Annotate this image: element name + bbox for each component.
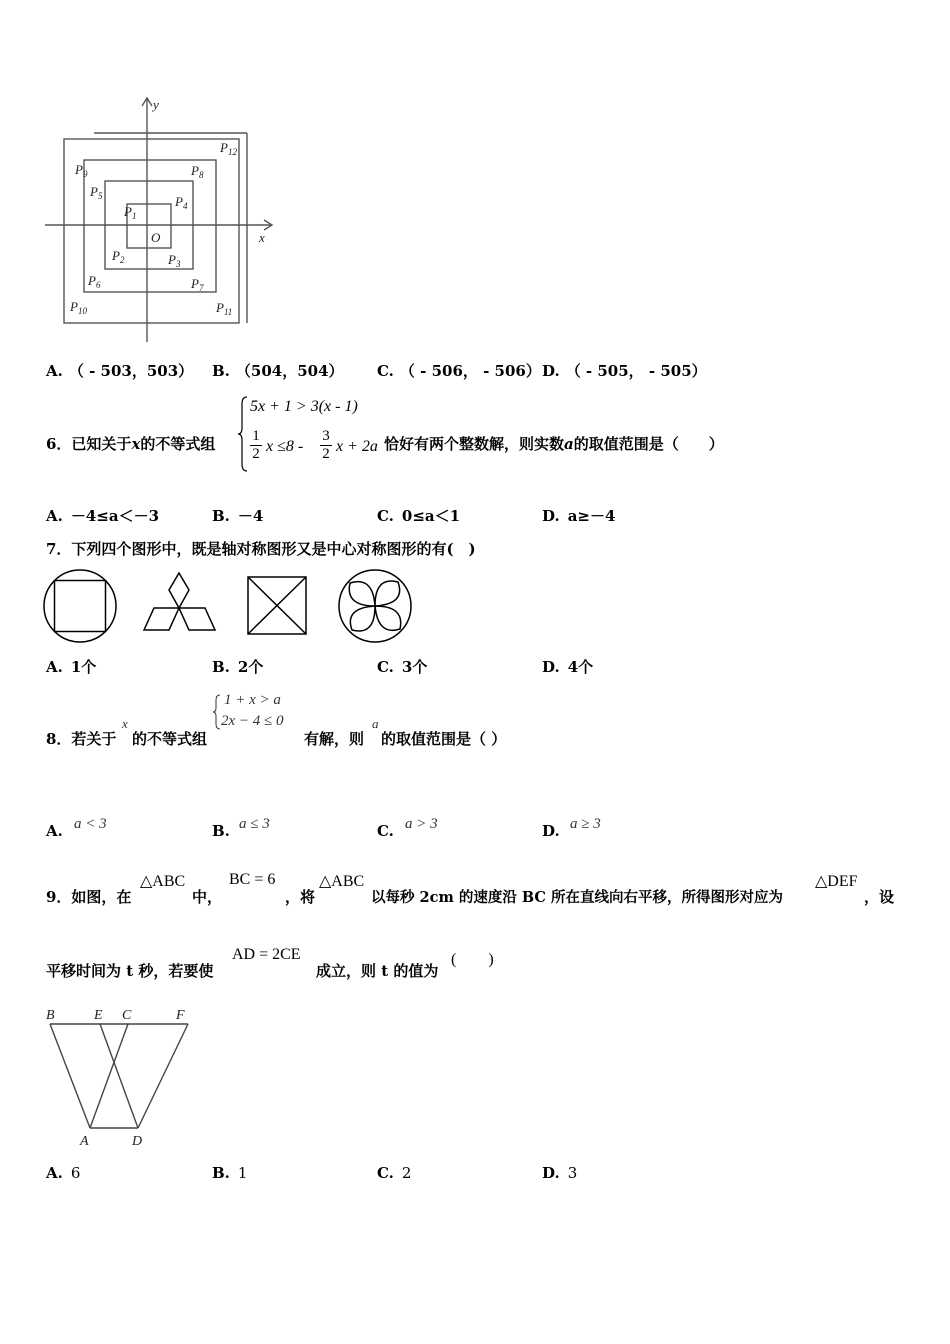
q8-option-c[interactable] (377, 822, 394, 840)
q9-triangle-def: △DEF (815, 873, 858, 890)
q6-mid-text: 的不等式组 (140, 435, 216, 453)
label-f: F (176, 1008, 185, 1023)
q9-line2-a: 平移时间为 t 秒，若要使 (46, 962, 214, 980)
q8-option-a-text: a < 3 (74, 816, 107, 832)
q7-question: 7．下列四个图形中，既是轴对称图形又是中心对称图形的有( ) (46, 540, 476, 558)
label-p12: $P_{12}$ (220, 140, 237, 157)
label-p11: $P_{11}$ (216, 300, 233, 317)
q7-option-c[interactable] (377, 656, 427, 677)
label-p7: $P_7$ (191, 276, 204, 293)
q6-option-a[interactable] (46, 505, 159, 526)
label-p6: $P_6$ (88, 273, 101, 290)
q6-prefix (46, 433, 215, 454)
q6-prefix-text: 6．已知关于 (46, 435, 132, 453)
q7-option-a[interactable] (46, 656, 96, 677)
circle-square-figure (44, 570, 116, 642)
q7-figures (40, 568, 420, 648)
option-letter: A. (46, 362, 63, 380)
q5-option-a[interactable] (46, 360, 193, 381)
q5-option-d[interactable] (542, 360, 707, 381)
option-letter: C. (377, 507, 394, 525)
q6-var-a: a (564, 435, 574, 453)
option-text: 0≤a＜1 (401, 507, 461, 525)
q8-prefix: 8．若关于 (46, 730, 117, 748)
q9-option-d[interactable] (542, 1164, 577, 1182)
four-petal-figure (339, 570, 411, 642)
q5-option-c[interactable] (377, 360, 541, 381)
option-letter: C. (377, 822, 394, 840)
q8-option-a[interactable] (46, 822, 63, 840)
label-p3: $P_3$ (168, 252, 181, 269)
q8-option-d-text: a ≥ 3 (570, 816, 601, 832)
q6-fraction-half: 1 2 (250, 428, 262, 463)
origin-label: O (151, 230, 161, 245)
option-text: 1 (237, 1164, 248, 1182)
q9-ad-equation: AD = 2CE (232, 946, 301, 963)
q6-fraction-three-halves: 3 2 (320, 428, 332, 463)
option-text: （ - 503，503） (68, 362, 194, 380)
axis-x-label: x (259, 230, 265, 245)
q6-inequality-1: 5x + 1 > 3(x - 1) (250, 398, 358, 415)
option-letter: C. (377, 658, 394, 676)
option-text: 3个 (401, 658, 428, 676)
q9-text-5: ，设 (864, 888, 895, 906)
label-p4: $P_4$ (175, 194, 188, 211)
q7-option-b[interactable] (212, 656, 263, 677)
label-c: C (122, 1008, 132, 1023)
square-3 (84, 160, 216, 292)
translation-figure (40, 1002, 200, 1154)
q9-text-2: 中， (192, 888, 223, 906)
label-b: B (46, 1008, 55, 1023)
axis-y-label: y (153, 97, 159, 112)
spiral-points-figure (40, 92, 280, 350)
option-letter: B. (212, 658, 230, 676)
q8-option-c-text: a > 3 (405, 816, 438, 832)
option-text: 3 (567, 1164, 578, 1182)
option-text: （ - 505， - 505） (565, 362, 707, 380)
q9-line2-b: 成立，则 t 的值为 (316, 962, 439, 980)
option-text: 2 (401, 1164, 412, 1182)
q8-suffix-2: 的取值范围是（ ） (381, 730, 507, 748)
q6-suffix-text-2: 的取值范围是（ ） (573, 435, 724, 453)
q8-option-d[interactable] (542, 822, 560, 840)
option-letter: B. (212, 362, 230, 380)
option-letter: A. (46, 507, 63, 525)
label-p1: $P_1$ (124, 204, 137, 221)
option-letter: B. (212, 822, 230, 840)
option-letter: A. (46, 822, 63, 840)
q9-text-1: 9．如图，在 (46, 888, 132, 906)
q9-option-c[interactable] (377, 1164, 411, 1182)
q8-inequality-2: 2x − 4 ≤ 0 (221, 713, 284, 729)
option-text: （ - 506， - 506） (399, 362, 541, 380)
q9-triangle-abc: △ABC (140, 873, 186, 890)
label-e: E (94, 1008, 103, 1023)
option-text: 6 (70, 1164, 81, 1182)
q6-option-d[interactable] (542, 505, 615, 526)
q8-brace (213, 694, 221, 730)
option-letter: A. (46, 1164, 63, 1182)
q6-var-x: x (131, 435, 141, 453)
q9-text-3: ，将 (285, 888, 316, 906)
q6-brace (238, 396, 248, 472)
label-p9: $P_9$ (75, 162, 88, 179)
q8-var-x: x (122, 716, 128, 731)
q9-option-a[interactable] (46, 1164, 80, 1182)
label-p2: $P_2$ (112, 248, 125, 265)
q8-inequality-1: 1 + x > a (224, 692, 281, 708)
option-letter: D. (542, 822, 560, 840)
q6-inequality-2: x ≤8 - (266, 438, 304, 455)
option-text: 2个 (237, 658, 264, 676)
label-p8: $P_8$ (191, 163, 204, 180)
q9-answer-paren: ( ) (451, 951, 494, 968)
option-letter: D. (542, 507, 560, 525)
label-p10: $P_{10}$ (70, 299, 87, 316)
q6-suffix (384, 433, 724, 454)
q6-suffix-text: 恰好有两个整数解，则实数 (384, 435, 565, 453)
q9-bc-value: BC = 6 (229, 871, 276, 888)
q8-option-b-text: a ≤ 3 (239, 816, 270, 832)
q8-option-b[interactable] (212, 822, 230, 840)
q8-var-a: a (372, 716, 379, 731)
q5-option-b[interactable] (212, 360, 344, 381)
option-text: －4≤a＜－3 (70, 507, 160, 525)
label-a: A (80, 1134, 89, 1149)
option-text: a≥－4 (567, 507, 616, 525)
q6-option-c[interactable] (377, 505, 460, 526)
option-letter: D. (542, 1164, 560, 1182)
q7-option-d[interactable] (542, 656, 593, 677)
q9-text-4: 以每秒 2cm 的速度沿 BC 所在直线向右平移，所得图形对应为 (371, 889, 784, 906)
square-diagonals-figure (248, 577, 306, 634)
option-letter: C. (377, 1164, 394, 1182)
option-text: 4个 (567, 658, 594, 676)
q6-inequality-2-tail: x + 2a (336, 438, 378, 455)
q8-suffix-1: 有解，则 (304, 730, 365, 748)
q6-option-b[interactable] (212, 505, 263, 526)
option-letter: D. (542, 658, 560, 676)
option-text: 1个 (70, 658, 97, 676)
option-letter: C. (377, 362, 394, 380)
option-letter: D. (542, 362, 560, 380)
label-d: D (132, 1134, 143, 1149)
option-text: （504，504） (235, 362, 344, 380)
option-letter: B. (212, 1164, 230, 1182)
option-letter: B. (212, 507, 230, 525)
q9-triangle-abc-2: △ABC (319, 873, 365, 890)
q9-option-b[interactable] (212, 1164, 247, 1182)
q8-mid: 的不等式组 (132, 730, 208, 748)
option-letter: A. (46, 658, 63, 676)
label-p5: $P_5$ (90, 184, 103, 201)
three-rhombus-figure (144, 573, 215, 630)
option-text: －4 (237, 507, 264, 525)
